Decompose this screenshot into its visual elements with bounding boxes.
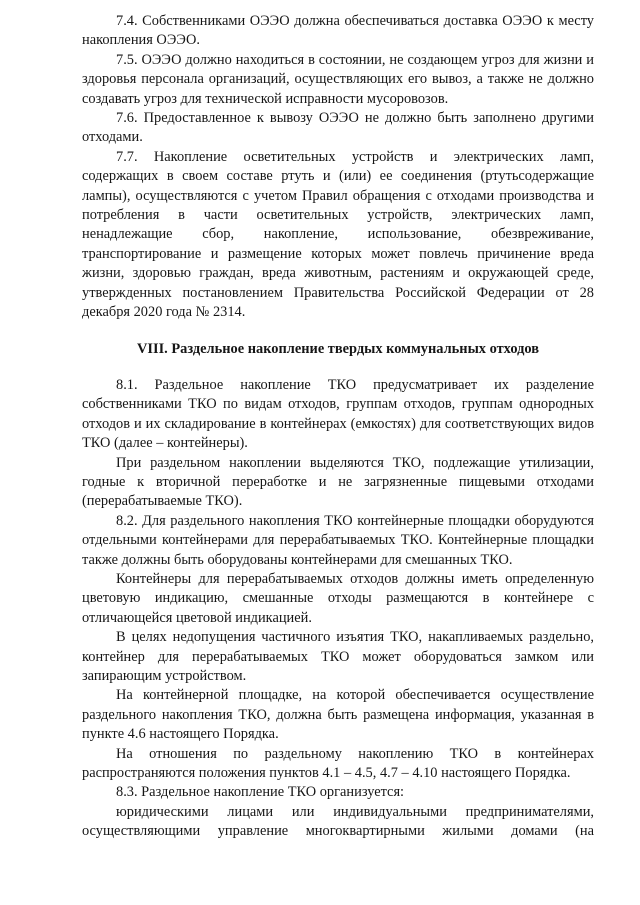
paragraph-7-4: 7.4. Собственниками ОЭЭО должна обеспечиваться доставка ОЭЭО к месту накопления ОЭЭО. bbox=[82, 13, 594, 49]
paragraph-8-1-cont: При раздельном накоплении выделяются ТКО, подлежащие утилизации, годные к вторичной переработке и не загрязненные пищевыми отходами (перерабатываемые ТКО). bbox=[82, 454, 594, 510]
paragraph-8-2-provisions: На отношения по раздельному накоплению ТКО в контейнерах распространяются положения пунктов 4.1 – 4.5, 4.7 – 4.10 настоящего Порядка. bbox=[82, 745, 594, 782]
paragraph-7-7: 7.7. Накопление осветительных устройств и электрических ламп, содержащих в своем составе ртуть и (или) ее соединения (ртутьсодержащие лампы), осуществляются с учетом Правил обращения с отходами производства и потребления в части осветительных устройств, электрических ламп, ненадлежащие сбор, накопление, использование, обезвреживание, транспортирование и размещение которых может повлечь причинение вреда жизни, здоровью граждан, вреда животным, растениям и окружающей среде, утвержденных постановлением Правительства Российской Федерации от 28 декабря 2020 года № 2314. bbox=[82, 148, 594, 321]
section-heading: VIII. Раздельное накопление твердых коммунальных отходов bbox=[136, 340, 539, 357]
paragraph-8-1: 8.1. Раздельное накопление ТКО предусматривает их разделение собственниками ТКО по видам отходов, группам отходов, группам однородных отходов и их складирование в контейнерах (емкостях) для соответствующих видов ТКО (далее – контейнеры). bbox=[82, 376, 594, 452]
paragraph-8-2-info: На контейнерной площадке, на которой обеспечивается осуществление раздельного накопления ТКО, должна быть размещена информация, указанная в пункте 4.6 настоящего Порядка. bbox=[82, 687, 594, 743]
paragraph-8-3: 8.3. Раздельное накопление ТКО организуется: bbox=[116, 784, 405, 801]
paragraph-8-3-cont: юридическими лицами или индивидуальными предпринимателями, осуществляющими управление многоквартирными жилыми домами (на bbox=[82, 803, 594, 840]
paragraph-8-2: 8.2. Для раздельного накопления ТКО контейнерные площадки оборудуются отдельными контейнерами для перерабатываемых ТКО. Контейнерные площадки также должны быть оборудованы контейнерами для смешанных ТКО. bbox=[82, 512, 594, 568]
paragraph-7-5: 7.5. ОЭЭО должно находиться в состоянии, не создающем угроз для жизни и здоровья персонала организаций, осуществляющих его вывоз, а также не должно создавать угроз для технической исправности мусоровозов. bbox=[82, 51, 594, 107]
paragraph-8-2-containers: Контейнеры для перерабатываемых отходов должны иметь определенную цветовую индикацию, смешанные отходы размещаются в контейнере с отличающейся цветовой индикацией. bbox=[82, 570, 594, 626]
paragraph-8-2-lock: В целях недопущения частичного изъятия ТКО, накапливаемых раздельно, контейнер для перерабатываемых ТКО может оборудоваться замком или запирающим устройством. bbox=[82, 629, 594, 684]
paragraph-7-6: 7.6. Предоставленное к вывозу ОЭЭО не должно быть заполнено другими отходами. bbox=[82, 110, 594, 146]
document-body bbox=[82, 12, 594, 842]
